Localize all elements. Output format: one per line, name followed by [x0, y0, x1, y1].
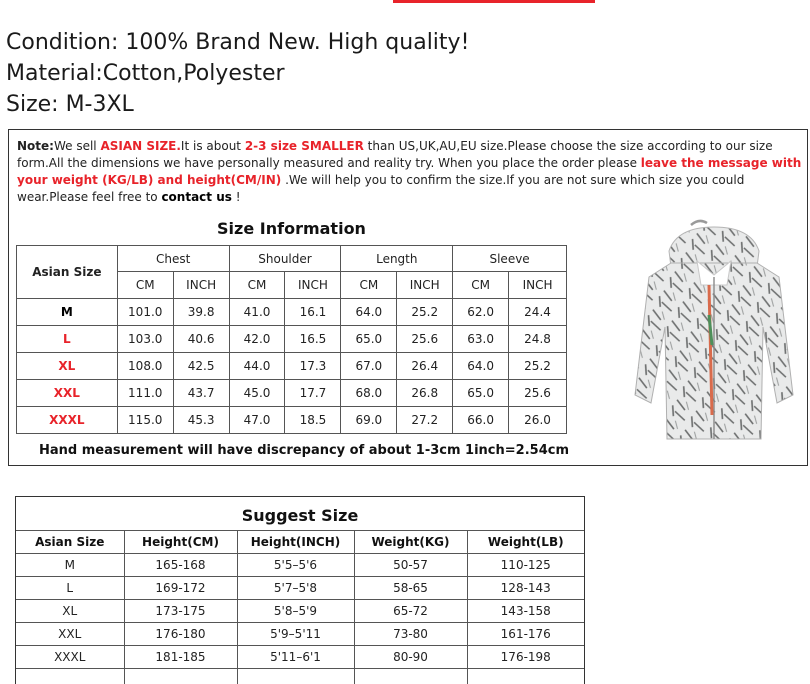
suggest-size-title: Suggest Size	[241, 506, 359, 525]
size-value-cell: 64.0	[453, 353, 509, 380]
contact-us-highlight: contact us	[161, 190, 232, 204]
suggest-row	[16, 646, 584, 669]
size-label: XL	[17, 353, 118, 380]
suggest-value-cell: 50-57	[354, 554, 467, 577]
suggest-value-cell: 5'5–5'6	[237, 554, 354, 577]
suggest-value-cell: 128-143	[467, 577, 584, 600]
size-value-cell: 41.0	[229, 299, 285, 326]
size-row	[17, 407, 567, 434]
suggest-value-cell: L	[16, 577, 124, 600]
unit-header: CM	[453, 272, 509, 299]
suggest-row	[16, 577, 584, 600]
size-label: XXL	[17, 380, 118, 407]
size-value-cell: 69.0	[341, 407, 397, 434]
size-value-cell: 62.0	[453, 299, 509, 326]
suggest-value-cell: XXXL	[16, 646, 124, 669]
jacket-product-image	[629, 215, 799, 455]
smaller-highlight: 2-3 size SMALLER	[244, 139, 364, 153]
suggest-size-table	[16, 530, 584, 684]
suggest-value-cell: 80-90	[354, 646, 467, 669]
size-label: L	[17, 326, 118, 353]
empty-cell	[354, 669, 467, 684]
note-text: than US,UK,AU,EU size.Please choose the size according to our size form.All the dimensions we have personally measured and reality try. When you place the order please	[17, 139, 773, 170]
suggest-value-cell: 110-125	[467, 554, 584, 577]
asian-size-highlight: ASIAN SIZE.	[100, 139, 181, 153]
size-label: M	[17, 299, 118, 326]
empty-table-row	[16, 669, 584, 684]
size-row	[17, 299, 567, 326]
note-text: It is about	[180, 139, 245, 153]
size-value-cell: 25.2	[509, 353, 567, 380]
suggest-header: Weight(LB)	[467, 531, 584, 554]
suggest-value-cell: M	[16, 554, 124, 577]
size-value-cell: 17.7	[285, 380, 341, 407]
size-value-cell: 64.0	[341, 299, 397, 326]
suggest-header: Asian Size	[16, 531, 124, 554]
empty-cell	[124, 669, 237, 684]
size-value-cell: 27.2	[397, 407, 453, 434]
size-information-title: Size Information	[217, 219, 366, 238]
note-text: !	[231, 190, 241, 204]
size-value-cell: 25.2	[397, 299, 453, 326]
suggest-value-cell: 173-175	[124, 600, 237, 623]
size-value-cell: 43.7	[173, 380, 229, 407]
size-value-cell: 66.0	[453, 407, 509, 434]
suggest-header: Weight(KG)	[354, 531, 467, 554]
product-intro	[6, 27, 469, 120]
condition-line: Condition: 100% Brand New. High quality!	[6, 30, 470, 55]
suggest-value-cell: 5'9–5'11	[237, 623, 354, 646]
size-value-cell: 40.6	[173, 326, 229, 353]
unit-header: CM	[229, 272, 285, 299]
size-value-cell: 115.0	[117, 407, 173, 434]
suggest-value-cell: 65-72	[354, 600, 467, 623]
unit-header: INCH	[397, 272, 453, 299]
suggest-value-cell: 165-168	[124, 554, 237, 577]
unit-header: INCH	[285, 272, 341, 299]
size-value-cell: 26.0	[509, 407, 567, 434]
size-value-cell: 108.0	[117, 353, 173, 380]
jacket-hood	[669, 227, 759, 267]
suggest-value-cell: 143-158	[467, 600, 584, 623]
size-value-cell: 101.0	[117, 299, 173, 326]
hanger-hook	[691, 221, 707, 225]
material-line: Material:Cotton,Polyester	[6, 61, 285, 86]
suggest-value-cell: XL	[16, 600, 124, 623]
note-label: Note:	[17, 139, 54, 153]
empty-cell	[16, 669, 124, 684]
suggest-value-cell: 5'11–6'1	[237, 646, 354, 669]
size-value-cell: 44.0	[229, 353, 285, 380]
size-value-cell: 47.0	[229, 407, 285, 434]
measurement-note: Hand measurement will have discrepancy of about 1-3cm 1inch=2.54cm	[39, 443, 569, 458]
size-note	[17, 138, 807, 206]
size-value-cell: 26.8	[397, 380, 453, 407]
suggest-header: Height(INCH)	[237, 531, 354, 554]
chest-header: Chest	[117, 246, 229, 272]
size-value-cell: 103.0	[117, 326, 173, 353]
size-range-line: Size: M-3XL	[6, 92, 134, 117]
suggest-value-cell: 181-185	[124, 646, 237, 669]
asian-size-header: Asian Size	[17, 246, 118, 299]
suggest-value-cell: 73-80	[354, 623, 467, 646]
size-value-cell: 42.0	[229, 326, 285, 353]
empty-cell	[467, 669, 584, 684]
size-value-cell: 65.0	[453, 380, 509, 407]
size-value-cell: 45.3	[173, 407, 229, 434]
suggest-value-cell: 58-65	[354, 577, 467, 600]
size-value-cell: 111.0	[117, 380, 173, 407]
size-value-cell: 17.3	[285, 353, 341, 380]
note-text: We sell	[53, 139, 101, 153]
empty-cell	[237, 669, 354, 684]
suggest-size-panel	[15, 496, 585, 684]
shoulder-header: Shoulder	[229, 246, 341, 272]
suggest-row	[16, 600, 584, 623]
size-value-cell: 42.5	[173, 353, 229, 380]
size-row	[17, 353, 567, 380]
size-label: XXXL	[17, 407, 118, 434]
length-header: Length	[341, 246, 453, 272]
leave-message-highlight: leave the message with your weight (KG/LB) and height(CM/IN)	[17, 156, 802, 187]
unit-header: CM	[117, 272, 173, 299]
size-information-table	[16, 245, 567, 434]
size-value-cell: 18.5	[285, 407, 341, 434]
suggest-value-cell: 161-176	[467, 623, 584, 646]
unit-header: CM	[341, 272, 397, 299]
unit-header: INCH	[509, 272, 567, 299]
size-value-cell: 65.0	[341, 326, 397, 353]
size-value-cell: 24.8	[509, 326, 567, 353]
size-value-cell: 63.0	[453, 326, 509, 353]
suggest-value-cell: 176-180	[124, 623, 237, 646]
suggest-row	[16, 554, 584, 577]
size-row	[17, 326, 567, 353]
suggest-value-cell: XXL	[16, 623, 124, 646]
size-information-panel	[8, 129, 808, 466]
suggest-value-cell: 176-198	[467, 646, 584, 669]
note-text: .We will help you to confirm the size.If you are not sure which size you could wear.Please feel free to	[17, 173, 745, 204]
size-value-cell: 24.4	[509, 299, 567, 326]
size-value-cell: 16.5	[285, 326, 341, 353]
size-row	[17, 380, 567, 407]
size-value-cell: 25.6	[397, 326, 453, 353]
size-value-cell: 16.1	[285, 299, 341, 326]
size-value-cell: 45.0	[229, 380, 285, 407]
size-value-cell: 68.0	[341, 380, 397, 407]
unit-header: INCH	[173, 272, 229, 299]
suggest-value-cell: 169-172	[124, 577, 237, 600]
suggest-value-cell: 5'8–5'9	[237, 600, 354, 623]
top-accent-bar	[393, 0, 595, 3]
sleeve-header: Sleeve	[453, 246, 567, 272]
size-value-cell: 39.8	[173, 299, 229, 326]
size-value-cell: 25.6	[509, 380, 567, 407]
size-value-cell: 67.0	[341, 353, 397, 380]
suggest-row	[16, 623, 584, 646]
suggest-value-cell: 5'7–5'8	[237, 577, 354, 600]
suggest-header: Height(CM)	[124, 531, 237, 554]
size-value-cell: 26.4	[397, 353, 453, 380]
